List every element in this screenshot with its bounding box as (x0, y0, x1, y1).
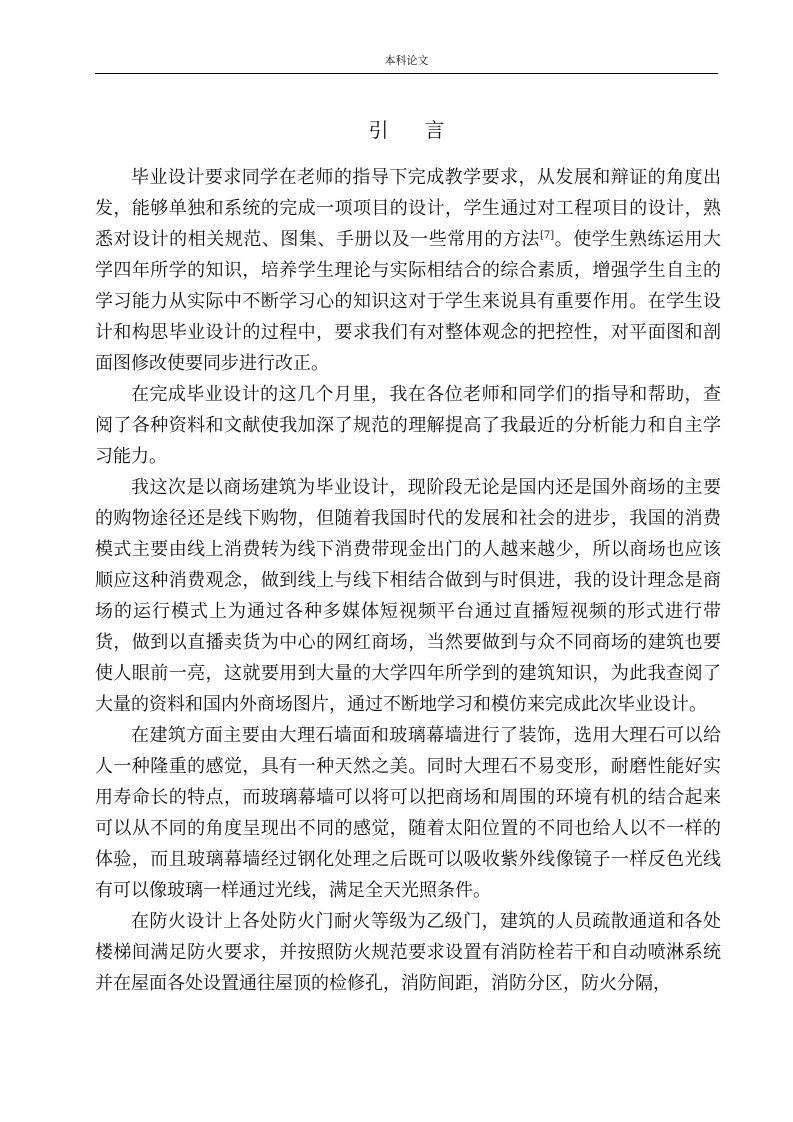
title-char-1: 引 (368, 118, 389, 142)
paragraph-4: 在建筑方面主要由大理石墙面和玻璃幕墙进行了装饰，选用大理石可以给人一种隆重的感觉，具有一种天然之美。同时大理石不易变形，耐磨性能好实用寿命长的特点，而玻璃幕墙可以将可以把商场和周围的环境有机的结合起来可以从不同的角度呈现出不同的感觉，随着太阳位置的不同也给人以不一样的体验，而且玻璃幕墙经过钢化处理之后既可以吸收紫外线像镜子一样反色光线有可以像玻璃一样通过光线，满足全天光照条件。 (95, 725, 721, 901)
paragraph-1-text-b: 。使学生熟练运用大学四年所学的知识，培养学生理论与实际相结合的综合素质，增强学生自主的学习能力从实际中不断学习心的知识这对于学生来说具有重要作用。在学生设计和构思毕业设计的过程中，要求我们有对整体观念的把控性，对平面图和剖面图修改使要同步进行改正。 (95, 229, 722, 374)
section-title (95, 115, 718, 145)
running-header: 本科论文 (384, 54, 429, 67)
title-char-2: 言 (424, 118, 445, 142)
paragraph-1 (95, 162, 721, 379)
paragraph-3: 我这次是以商场建筑为毕业设计，现阶段无论是国内还是国外商场的主要的购物途径还是线下购物，但随着我国时代的发展和社会的进步，我国的消费模式主要由线上消费转为线下消费带现金出门的人越来越少，所以商场也应该顺应这种消费观念，做到线上与线下相结合做到与时俱进，我的设计理念是商场的运行模式上为通过各种多媒体短视频平台通过直播短视频的形式进行带货，做到以直播卖货为中心的网红商场，当然要做到与众不同商场的建筑也要使人眼前一亮，这就要用到大量的大学四年所学到的建筑知识，为此我查阅了大量的资料和国内外商场图片，通过不断地学习和模仿来完成此次毕业设计。 (95, 477, 721, 715)
body-text (95, 162, 721, 999)
paragraph-5: 在防火设计上各处防火门耐火等级为乙级门，建筑的人员疏散通道和各处楼梯间满足防火要求，并按照防火规范要求设置有消防栓若干和自动喷淋系统并在屋面各处设置通往屋顶的检修孔，消防间距，消防分区，防火分隔， (95, 911, 721, 994)
header-rule (95, 73, 718, 74)
paragraph-2: 在完成毕业设计的这几个月里，我在各位老师和同学们的指导和帮助，查阅了各种资料和文献使我加深了规范的理解提高了我最近的分析能力和自主学习能力。 (95, 384, 721, 467)
paragraph-1-text-a: 毕业设计要求同学在老师的指导下完成教学要求，从发展和辩证的角度出发，能够单独和系统的完成一项项目的设计，学生通过对工程项目的设计，熟悉对设计的相关规范、图集、手册以及一些常用的方法 (95, 167, 721, 250)
citation-ref: [7] (539, 230, 555, 241)
